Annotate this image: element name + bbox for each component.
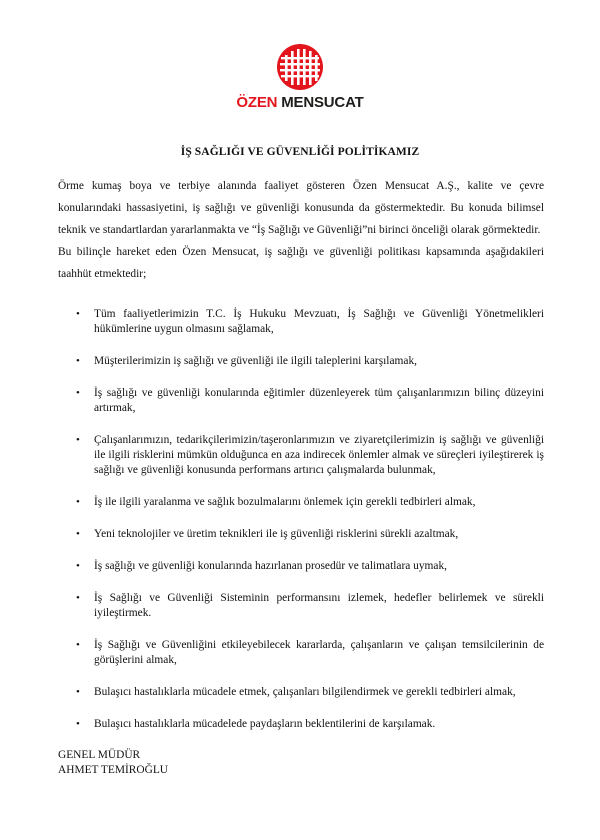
list-item xyxy=(58,685,544,700)
ozen-logo-icon xyxy=(275,42,325,92)
bullet-icon: • xyxy=(76,528,80,540)
list-item xyxy=(58,354,544,369)
list-item-text: İş Sağlığı ve Güvenliğini etkileyebilecek kararlarda, çalışanların ve çalışan temsilcilerinin de görüşlerini almak, xyxy=(94,639,544,666)
list-item-text: Bulaşıcı hastalıklarla mücadelede paydaşların beklentilerini de karşılamak. xyxy=(94,718,436,730)
document-title: İŞ SAĞLIĞI VE GÜVENLİĞİ POLİTİKAMIZ xyxy=(180,146,420,158)
list-item xyxy=(58,433,544,478)
brand-name-red: ÖZEN xyxy=(236,94,278,111)
list-item-text: İş Sağlığı ve Güvenliği Sisteminin performansını izlemek, hedefler belirlemek ve sürekli iyileştirmek. xyxy=(94,592,544,619)
list-item-text: Yeni teknolojiler ve üretim teknikleri ile iş güvenliği risklerini sürekli azaltmak, xyxy=(94,528,459,540)
list-item-text: Çalışanlarımızın, tedarikçilerimizin/taşeronlarımızın ve ziyaretçilerimizin iş sağlığı ve güvenliği ile ilgili risklerini mümkün olduğunca en aza indirecek önlemler almak ve süreçleri iyileştirerek iş sağlığı ve güvenliği konusunda performans artırıcı çalışmalarda bulunmak, xyxy=(94,434,544,476)
intro-paragraph: Örme kumaş boya ve terbiye alanında faaliyet gösteren Özen Mensucat A.Ş., kalite ve çevre konularındaki hassasiyetini, iş sağlığı ve güvenliği konusunda da göstermektedir. Bu konuda bilimsel teknik ve standartlardan yararlanmakta ve “İş Sağlığı ve Güvenliği”ni birinci önceliği olarak görmektedir. xyxy=(58,180,544,236)
list-item xyxy=(58,559,544,574)
bullet-icon: • xyxy=(76,560,80,572)
brand-name-dark: MENSUCAT xyxy=(281,94,364,111)
list-item-text: Bulaşıcı hastalıklarla mücadele etmek, çalışanları bilgilendirmek ve gerekli tedbirleri almak, xyxy=(94,686,516,698)
intro-section xyxy=(58,175,544,285)
list-item xyxy=(58,386,544,416)
list-item xyxy=(58,307,544,337)
list-item-text: Müşterilerimizin iş sağlığı ve güvenliği ile ilgili taleplerini karşılamak, xyxy=(94,355,417,367)
signature-name: AHMET TEMİROĞLU xyxy=(58,764,169,776)
list-item-text: İş sağlığı ve güvenliği konularında hazırlanan prosedür ve talimatlara uymak, xyxy=(94,560,447,572)
list-item xyxy=(58,591,544,621)
list-item-text: Tüm faaliyetlerimizin T.C. İş Hukuku Mevzuatı, İş Sağlığı ve Güvenliği Yönetmelikleri hükümlerine uygun olmasını sağlamak, xyxy=(94,308,544,335)
signature-role: GENEL MÜDÜR xyxy=(58,749,141,761)
list-item xyxy=(58,495,544,510)
list-item xyxy=(58,638,544,668)
bullet-icon: • xyxy=(76,496,80,508)
list-item-text: İş ile ilgili yaralanma ve sağlık bozulmalarını önlemek için gerekli tedbirleri almak, xyxy=(94,496,476,508)
list-item xyxy=(58,527,544,542)
brand-wordmark xyxy=(0,94,600,111)
bullet-icon: • xyxy=(76,718,80,730)
bullet-icon: • xyxy=(76,686,80,698)
company-logo xyxy=(0,42,600,111)
signature-block xyxy=(58,748,168,778)
bullet-icon: • xyxy=(76,355,80,367)
commitment-intro-paragraph: Bu bilinçle hareket eden Özen Mensucat, iş sağlığı ve güvenliği politikası kapsamında aşağıdakileri taahhüt etmektedir; xyxy=(58,246,544,280)
bullet-icon: • xyxy=(76,592,80,604)
commitment-list xyxy=(58,307,544,749)
bullet-icon: • xyxy=(76,639,80,651)
list-item-text: İş sağlığı ve güvenliği konularında eğitimler düzenleyerek tüm çalışanlarımızın bilinç düzeyini artırmak, xyxy=(94,387,544,414)
list-item xyxy=(58,717,544,732)
bullet-icon: • xyxy=(76,308,80,320)
bullet-icon: • xyxy=(76,387,80,399)
bullet-icon: • xyxy=(76,434,80,446)
